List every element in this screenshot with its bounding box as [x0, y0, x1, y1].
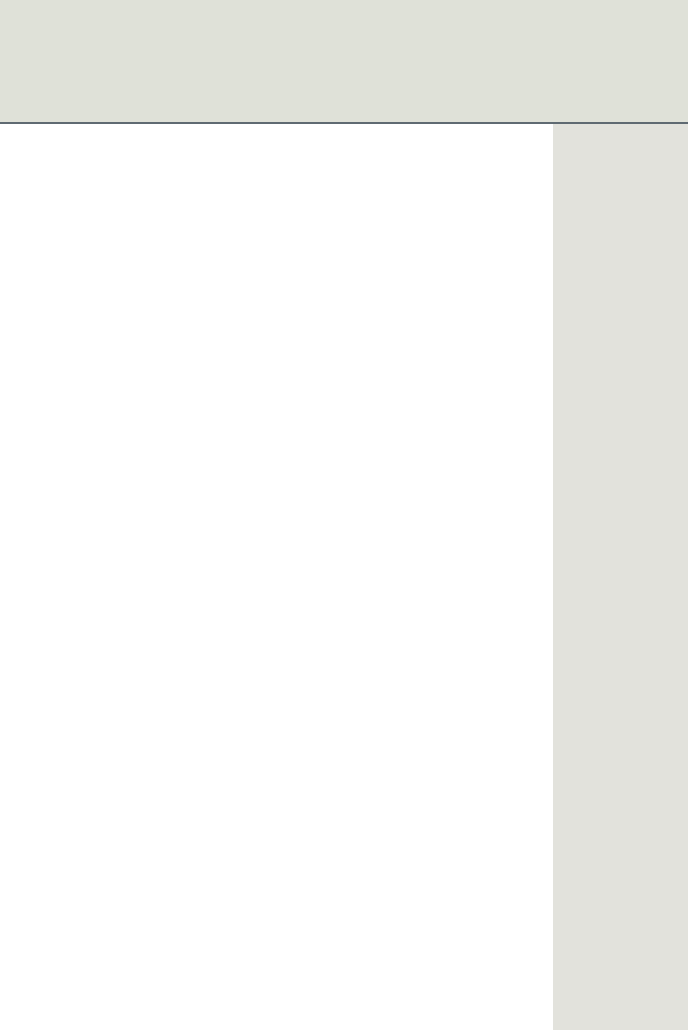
table-header: [0, 0, 688, 124]
value-column-shading: [553, 124, 688, 1030]
